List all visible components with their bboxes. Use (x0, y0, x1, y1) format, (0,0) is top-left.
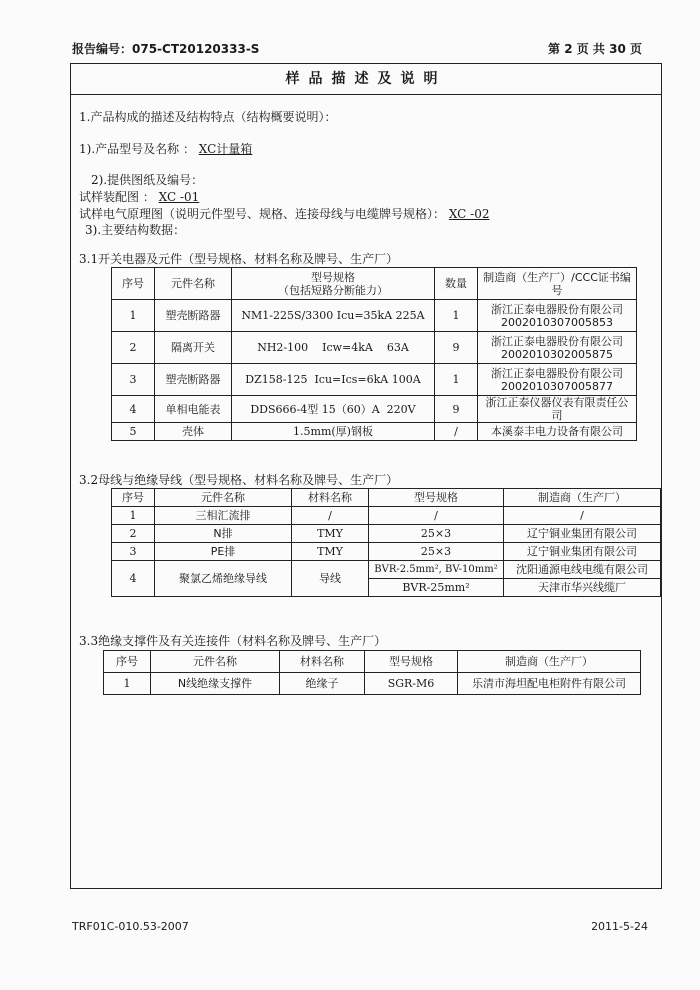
cell-material: / (292, 507, 369, 525)
col-header-no: 序号 (112, 268, 155, 300)
cell-spec: NM1-225S/3300 Icu=35kA 225A (232, 300, 435, 332)
assembly-drawing-value: XC -01 (158, 190, 200, 204)
cell-manufacturer: 浙江正泰仪器仪表有限责任公司 (478, 396, 637, 423)
assembly-drawing-line (79, 188, 199, 205)
cell-name: 壳体 (155, 423, 232, 441)
col-header-material: 材料名称 (280, 651, 365, 673)
cell-spec: DDS666-4型 15（60）A 220V (232, 396, 435, 423)
col-header-material: 材料名称 (292, 489, 369, 507)
cell-name: 隔离开关 (155, 332, 232, 364)
cell-name: 塑壳断路器 (155, 300, 232, 332)
manufacturer-name: 浙江正泰电器股份有限公司 (491, 366, 623, 380)
cell-manufacturer: 乐清市海坦配电柜附件有限公司 (458, 673, 641, 695)
table-row (112, 507, 661, 525)
cell-spec: DZ158-125 Icu=Ics=6kA 100A (232, 364, 435, 396)
switchgear-table (111, 267, 637, 441)
col-header-manufacturer: 制造商（生产厂） (458, 651, 641, 673)
cell-qty: 9 (435, 332, 478, 364)
assembly-drawing-label: 试样装配图 ： (79, 190, 155, 204)
cell-qty: 9 (435, 396, 478, 423)
table-row (112, 364, 637, 396)
col-header-no: 序号 (112, 489, 155, 507)
table-row (104, 673, 641, 695)
cell-spec: NH2-100 Icw=4kA 63A (232, 332, 435, 364)
schematic-label: 试样电气原理图（说明元件型号、规格、连接母线与电缆牌号规格）： (79, 207, 446, 221)
cell-no: 3 (112, 364, 155, 396)
table-header-row (112, 489, 661, 507)
manufacturer-name: 浙江正泰电器股份有限公司 (491, 334, 623, 348)
cell-no: 4 (112, 396, 155, 423)
document-frame (70, 63, 662, 889)
report-number: 报告编号：075-CT20120333-S (72, 42, 260, 56)
cell-manufacturer: 辽宁铜业集团有限公司 (504, 525, 661, 543)
schematic-line (79, 205, 490, 222)
cell-manufacturer: / (504, 507, 661, 525)
cell-manufacturer: 本溪泰丰电力设备有限公司 (478, 423, 637, 441)
cell-no: 1 (104, 673, 151, 695)
cell-no: 4 (112, 561, 155, 597)
cell-name: 三相汇流排 (155, 507, 292, 525)
cell-material: 绝缘子 (280, 673, 365, 695)
cell-name: PE排 (155, 543, 292, 561)
table-row (112, 525, 661, 543)
table-row (112, 423, 637, 441)
cell-qty: 1 (435, 364, 478, 396)
cell-spec: 1.5mm(厚)钢板 (232, 423, 435, 441)
cell-manufacturer: 辽宁铜业集团有限公司 (504, 543, 661, 561)
schematic-value: XC -02 (448, 207, 490, 221)
cell-no: 2 (112, 332, 155, 364)
cell-no: 2 (112, 525, 155, 543)
structure-data-heading: 3).主要结构数据： (85, 223, 186, 237)
cell-manufacturer: 沈阳通源电线电缆有限公司 (504, 561, 661, 579)
section-3-2-heading: 3.2母线与绝缘导线（型号规格、材料名称及牌号、生产厂） (79, 473, 399, 487)
product-model-line (79, 140, 252, 157)
col-header-spec: 型号规格 (369, 489, 504, 507)
manufacturer-name: 浙江正泰电器股份有限公司 (491, 302, 623, 316)
cell-material: 导线 (292, 561, 369, 597)
cell-spec: 25×3 (369, 543, 504, 561)
cell-manufacturer (478, 364, 637, 396)
cell-name: 塑壳断路器 (155, 364, 232, 396)
col-header-spec: 型号规格 (365, 651, 458, 673)
table-row (112, 561, 661, 579)
section-1-heading: 1.产品构成的描述及结构特点（结构概要说明）： (79, 110, 337, 124)
col-header-manufacturer: 制造商（生产厂）/CCC证书编号 (478, 268, 637, 300)
col-header-no: 序号 (104, 651, 151, 673)
table-row (112, 396, 637, 423)
cell-no: 1 (112, 507, 155, 525)
busbar-table (111, 488, 661, 597)
section-3-3-heading: 3.3绝缘支撑件及有关连接件（材料名称及牌号、生产厂） (79, 634, 387, 648)
section-3-1-heading: 3.1开关电器及元件（型号规格、材料名称及牌号、生产厂） (79, 252, 399, 266)
cell-name: N线绝缘支撑件 (151, 673, 280, 695)
insulator-table (103, 650, 641, 695)
cell-spec: SGR-M6 (365, 673, 458, 695)
drawings-heading: 2).提供图纸及编号： (91, 173, 204, 187)
col-header-name: 元件名称 (155, 489, 292, 507)
cell-no: 5 (112, 423, 155, 441)
table-header-row (112, 268, 637, 300)
col-header-spec-line2: （包括短路分断能力） (278, 283, 388, 297)
col-header-manufacturer: 制造商（生产厂） (504, 489, 661, 507)
cell-spec: BVR-2.5mm², BV-10mm² (369, 561, 504, 579)
form-number: TRF01C-010.53-2007 (72, 920, 189, 933)
cell-manufacturer (478, 300, 637, 332)
col-header-qty: 数量 (435, 268, 478, 300)
table-header-row (104, 651, 641, 673)
cell-material: TMY (292, 543, 369, 561)
col-header-name: 元件名称 (155, 268, 232, 300)
col-header-spec (232, 268, 435, 300)
col-header-name: 元件名称 (151, 651, 280, 673)
cell-manufacturer: 天津市华兴线缆厂 (504, 579, 661, 597)
cell-qty: / (435, 423, 478, 441)
table-row (112, 543, 661, 561)
cell-manufacturer (478, 332, 637, 364)
ccc-cert-no: 2002010307005853 (501, 315, 613, 329)
page-number: 第 2 页 共 30 页 (548, 42, 642, 56)
cell-qty: 1 (435, 300, 478, 332)
cell-spec: 25×3 (369, 525, 504, 543)
cell-spec: / (369, 507, 504, 525)
col-header-spec-line1: 型号规格 (311, 270, 355, 284)
product-model-value: XC计量箱 (198, 142, 253, 156)
cell-spec: BVR-25mm² (369, 579, 504, 597)
cell-no: 1 (112, 300, 155, 332)
page-title: 样品描述及说明 (71, 64, 661, 95)
cell-material: TMY (292, 525, 369, 543)
product-model-label: 1).产品型号及名称 ： (79, 142, 195, 156)
cell-no: 3 (112, 543, 155, 561)
cell-name: N排 (155, 525, 292, 543)
cell-name: 单相电能表 (155, 396, 232, 423)
issue-date: 2011-5-24 (591, 920, 648, 933)
ccc-cert-no: 2002010302005875 (501, 347, 613, 361)
table-row (112, 332, 637, 364)
cell-name: 聚氯乙烯绝缘导线 (155, 561, 292, 597)
ccc-cert-no: 2002010307005877 (501, 379, 613, 393)
table-row (112, 300, 637, 332)
